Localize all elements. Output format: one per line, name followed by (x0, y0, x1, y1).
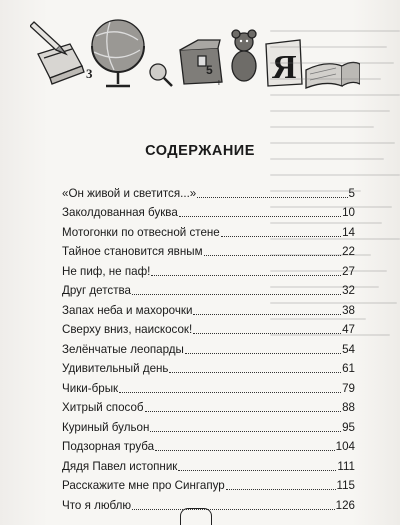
toc-entry-title: Зелёнчатые леопарды (62, 342, 184, 356)
dot-leader (178, 470, 336, 471)
toc-entry-title: Тайное становится явным (62, 245, 203, 258)
toc-entry-page: 38 (342, 303, 355, 317)
svg-text:Я: Я (272, 49, 297, 86)
dot-leader (145, 411, 342, 412)
toc-entry-title: Расскажите мне про Сингапур (62, 479, 225, 492)
toc-entry[interactable] (62, 415, 355, 435)
toc-entry[interactable] (62, 474, 355, 494)
toc-entry[interactable] (62, 181, 355, 201)
dot-leader (132, 509, 335, 510)
toc-entry-title: Мотогонки по отвесной стене (62, 225, 220, 239)
toc-entry-page: 79 (342, 381, 355, 395)
page-number-tab (180, 508, 212, 525)
toc-entry[interactable] (62, 259, 355, 279)
dot-leader (151, 275, 341, 276)
toc-entry[interactable] (62, 279, 355, 299)
toc-entry-page: 14 (342, 225, 355, 239)
toc-entry-page: 88 (342, 401, 355, 414)
dot-leader (204, 255, 342, 256)
toc-entry-page: 47 (342, 323, 355, 336)
toc-entry-title: Чики-брык (62, 381, 119, 395)
toc-entry[interactable] (62, 357, 355, 377)
dot-leader (197, 197, 347, 198)
toc-entry-page: 115 (336, 479, 355, 492)
toc-entry-page: 54 (342, 342, 355, 356)
toc-entry-title: Заколдованная буква (62, 206, 178, 219)
toc-entry[interactable] (62, 318, 355, 338)
svg-text:3: 3 (86, 66, 93, 81)
toc-entry-title: Хитрый способ (62, 401, 144, 414)
toc-entry[interactable] (62, 435, 355, 455)
toc-entry-page: 27 (342, 264, 355, 278)
toc-entry-page: 5 (348, 186, 355, 200)
toc-entry-title: Не пиф, не паф! (62, 264, 151, 278)
svg-text:5: 5 (206, 63, 213, 77)
toc-entry[interactable] (62, 396, 355, 416)
toc-entry-page: 10 (342, 206, 355, 219)
dot-leader (179, 216, 341, 217)
dot-leader (150, 431, 341, 432)
globe-icon (92, 20, 144, 86)
dot-leader (119, 392, 341, 393)
toc-entry[interactable] (62, 240, 355, 260)
svg-text:+: + (216, 78, 222, 89)
toc-entry-page: 61 (342, 362, 355, 375)
dot-leader (193, 314, 341, 315)
dot-leader (226, 489, 336, 490)
toc-entry[interactable] (62, 376, 355, 396)
toc-entry[interactable] (62, 337, 355, 357)
toc-entry-title: Подзорная труба (62, 440, 155, 453)
dot-leader (169, 372, 341, 373)
dot-leader (193, 333, 341, 334)
dot-leader (221, 236, 341, 237)
toc-entry-page: 22 (342, 245, 355, 258)
toc-entry-title: Удивительный день (62, 362, 169, 375)
toc-entry-title: Запах неба и махорочки (62, 303, 193, 317)
toc-list (62, 181, 355, 513)
toc-entry-page: 104 (335, 440, 355, 453)
toc-entry[interactable] (62, 298, 355, 318)
teddy-bear-icon (232, 30, 256, 81)
toc-entry-title: Дядя Павел истопник (62, 459, 178, 473)
toc-entry-title: «Он живой и светится...» (62, 186, 197, 200)
dot-leader (132, 294, 341, 295)
toc-entry-page: 95 (342, 420, 355, 434)
toc-title: СОДЕРЖАНИЕ (145, 143, 255, 159)
dot-leader (155, 450, 335, 451)
pencil-icon (30, 22, 66, 54)
toc-entry-title: Куриный бульон (62, 420, 150, 434)
toc-entry-page: 126 (335, 498, 355, 512)
toc-entry-title: Друг детства (62, 284, 132, 297)
microscope-icon (150, 64, 172, 86)
toc-entry[interactable] (62, 220, 355, 240)
toc-entry-title: Что я люблю (62, 498, 132, 512)
dot-leader (185, 353, 341, 354)
toc-entry-page: 111 (337, 459, 355, 473)
toc-entry[interactable] (62, 454, 355, 474)
toc-entry[interactable] (62, 201, 355, 221)
toc-entry-title: Сверху вниз, наискосок! (62, 323, 193, 336)
toc-entry-page: 32 (342, 284, 355, 297)
